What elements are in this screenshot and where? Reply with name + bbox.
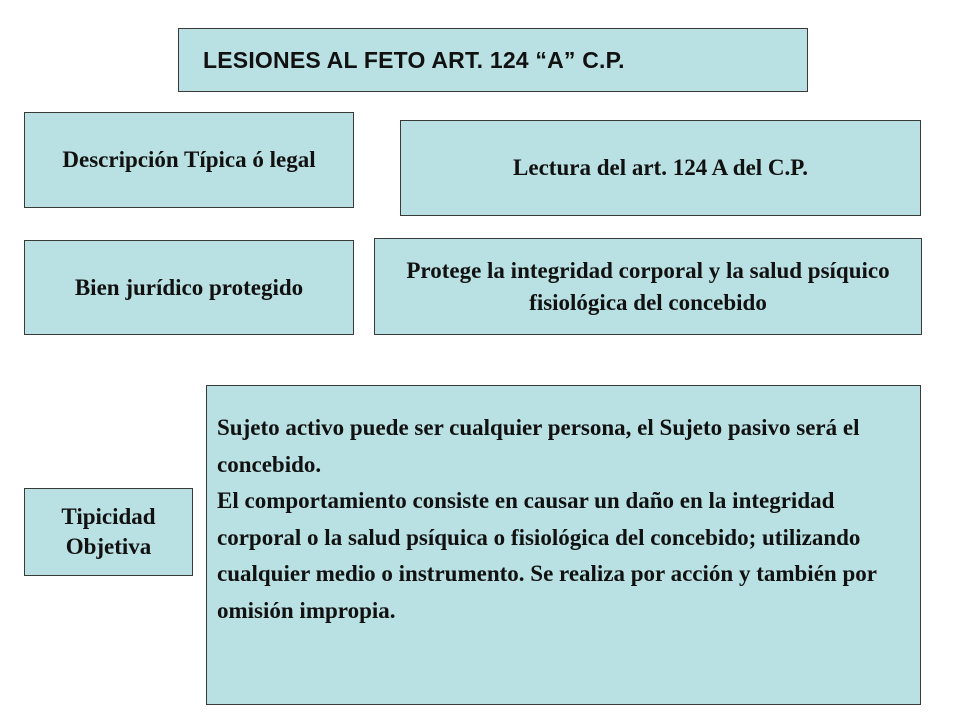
descripcion-value: Lectura del art. 124 A del C.P. [513, 155, 808, 180]
tipicidad-label-box [24, 488, 193, 576]
tipicidad-sujetos: Sujeto activo puede ser cualquier persona, el Sujeto pasivo será el concebido. [217, 415, 860, 477]
descripcion-label-box [24, 112, 354, 208]
bien-juridico-label: Bien jurídico protegido [74, 274, 304, 300]
page-title: LESIONES AL FETO ART. 124 “A” C.P. [203, 46, 625, 73]
bien-juridico-value: Protege la integridad corporal y la salud psíquico fisiológica del concebido [406, 257, 890, 315]
title-box [178, 28, 808, 92]
tipicidad-value-box [206, 385, 921, 705]
tipicidad-comportamiento: El comportamiento consiste en causar un daño en la integridad corporal o la salud psíquica o fisiológica del concebido; utilizando cualquier medio o instrumento. Se realiza por acción y también por omisión impropia. [217, 488, 877, 623]
bien-juridico-value-box [374, 238, 922, 335]
descripcion-value-box [400, 120, 921, 216]
tipicidad-text [217, 410, 902, 629]
tipicidad-label: Tipicidad Objetiva [61, 504, 156, 559]
descripcion-label: Descripción Típica ó legal [62, 147, 316, 172]
bien-juridico-label-box [24, 240, 354, 335]
